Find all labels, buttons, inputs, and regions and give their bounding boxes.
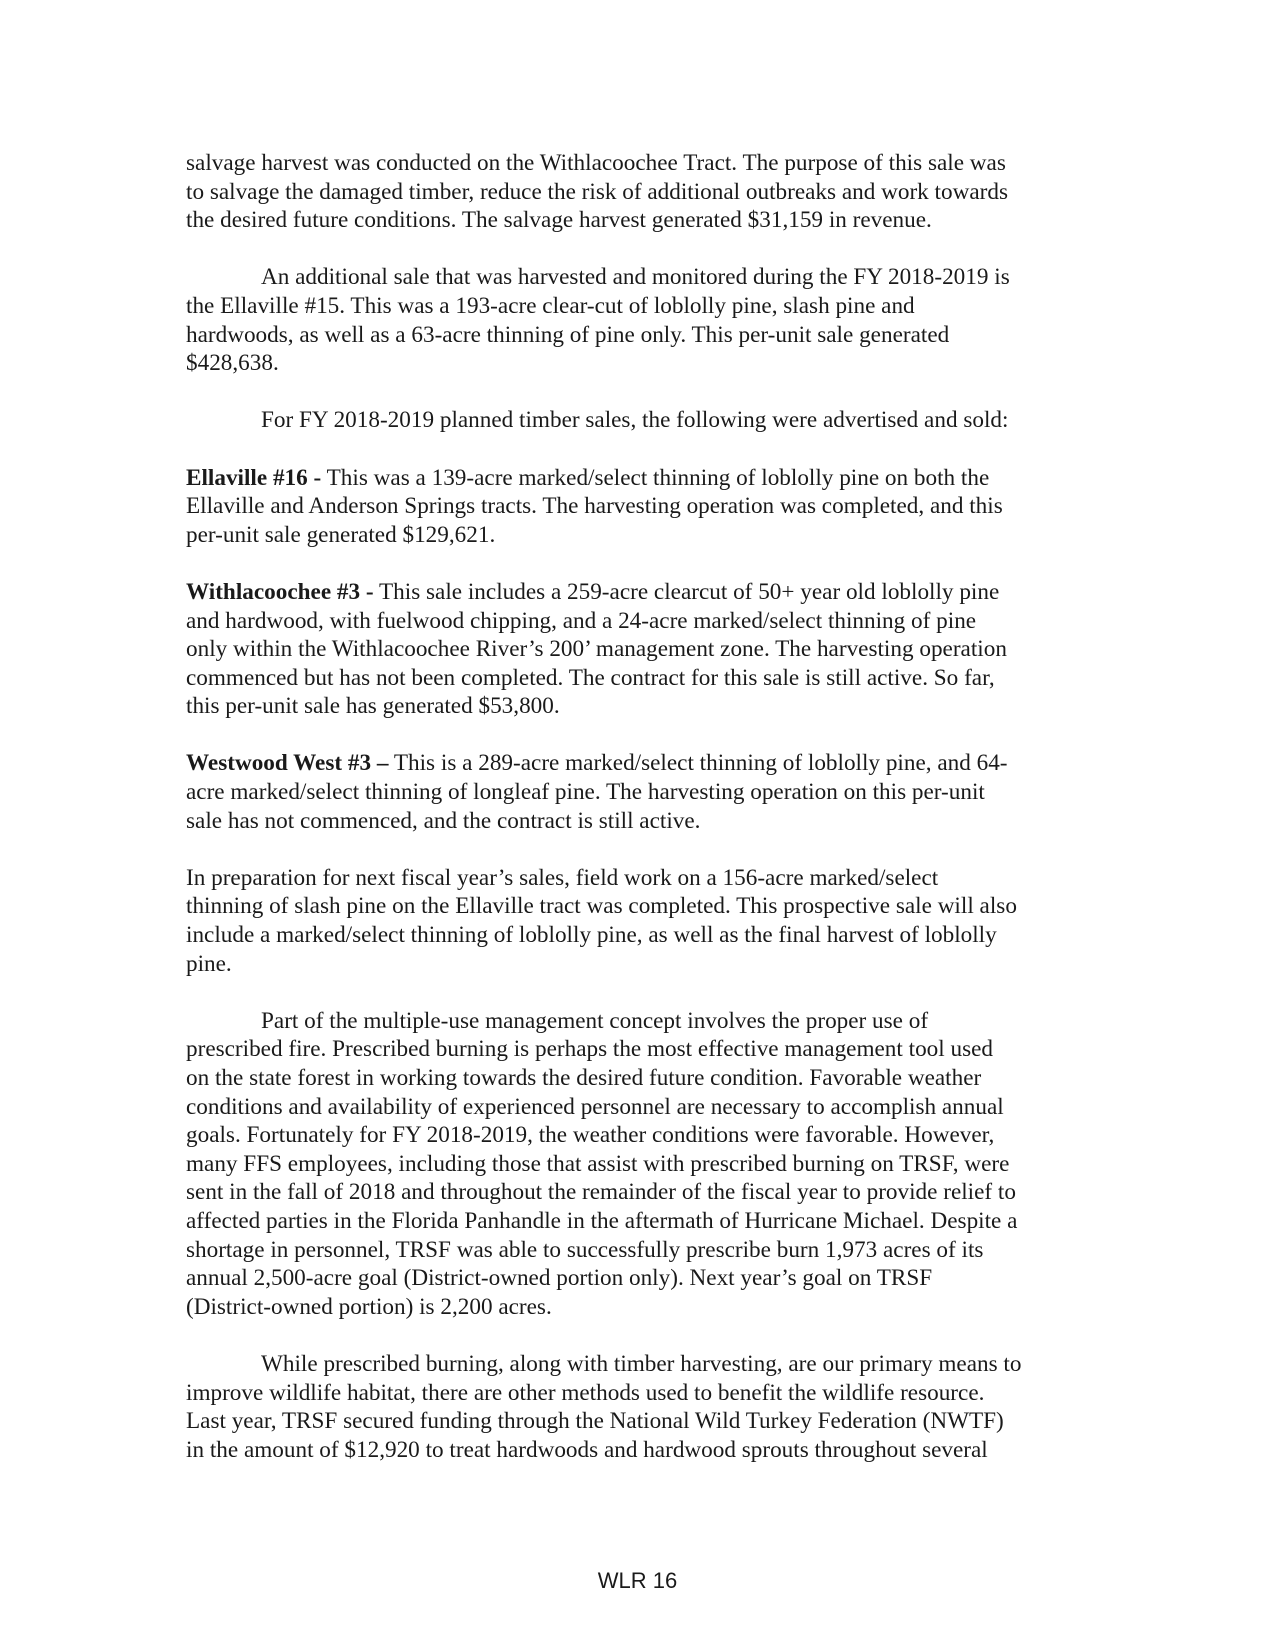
paragraph-text: While prescribed burning, along with timber harvesting, are our primary means to improve wildlife habitat, there are other methods used to benefit the wildlife resource. Last year, TRSF secured funding through the National Wild Turkey Federation (NWTF) in the amount of $12,920 to treat hardwoods and hardwood sprouts throughout several [186,1350,1022,1463]
paragraph-lead-heading: Westwood West #3 – [186,750,389,777]
paragraph-text: Part of the multiple-use management concept involves the proper use of prescribed fire. Prescribed burning is perhaps the most effective management tool used on the state forest in working towards the desired future condition. Favorable weather conditions and availability of experienced personnel are necessary to accomplish annual goals. Fortunately for FY 2018-2019, the weather conditions were favorable. However, many FFS employees, including those that assist with prescribed burning on TRSF, were sent in the fall of 2018 and throughout the remainder of the fiscal year to provide relief to affected parties in the Florida Panhandle in the aftermath of Hurricane Michael. Despite a shortage in personnel, TRSF was able to successfully prescribe burn 1,973 acres of its annual 2,500-acre goal (District-owned portion only). Next year’s goal on TRSF (District-owned portion) is 2,200 acres. [186,1007,1018,1320]
document-body [186,149,1086,1464]
paragraph-lead-heading: Withlacoochee #3 - [186,578,374,605]
paragraph-text: This sale includes a 259-acre clearcut of 50+ year old loblolly pine and hardwood, with fuelwood chipping, and a 24-acre marked/select thinning of pine only within the Withlacoochee River’s 200’ management zone. The harvesting operation commenced but has not been completed. The contract for this sale is still active. So far, this per-unit sale has generated $53,800. [186,578,1007,720]
paragraph-ellaville-16 [186,464,1086,550]
paragraph-text: For FY 2018-2019 planned timber sales, the following were advertised and sold: [261,407,1009,434]
paragraph-planned-sales-intro [186,406,1086,435]
paragraph-salvage-harvest [186,149,1086,235]
paragraph-wildlife-habitat [186,1350,1086,1464]
paragraph-prescribed-fire [186,1007,1086,1322]
paragraph-text: An additional sale that was harvested and monitored during the FY 2018-2019 is the Ellaville #15. This was a 193-acre clear-cut of loblolly pine, slash pine and hardwoods, as well as a 63-acre thinning of pine only. This per-unit sale generated $428,638. [186,264,1010,377]
page-number-footer: WLR 16 [597,1568,678,1593]
paragraph-withlacoochee-3 [186,578,1086,721]
paragraph-next-fiscal-year [186,864,1086,978]
paragraph-lead-heading: Ellaville #16 - [186,464,322,491]
paragraph-text: salvage harvest was conducted on the Withlacoochee Tract. The purpose of this sale was to salvage the damaged timber, reduce the risk of additional outbreaks and work towards the desired future conditions. The salvage harvest generated $31,159 in revenue. [186,150,1008,234]
paragraph-text: In preparation for next fiscal year’s sales, field work on a 156-acre marked/select thinning of slash pine on the Ellaville tract was completed. This prospective sale will also include a marked/select thinning of loblolly pine, as well as the final harvest of loblolly pine. [186,864,1017,977]
paragraph-text: This is a 289-acre marked/select thinning of loblolly pine, and 64- acre marked/select thinning of longleaf pine. The harvesting operation on this per-unit sale has not commenced, and the contract is still active. [186,750,1008,834]
paragraph-text: This was a 139-acre marked/select thinning of loblolly pine on both the Ellaville and Anderson Springs tracts. The harvesting operation was completed, and this per-unit sale generated $129,621. [186,464,1003,548]
paragraph-westwood-west-3 [186,749,1086,835]
paragraph-ellaville-15 [186,263,1086,377]
